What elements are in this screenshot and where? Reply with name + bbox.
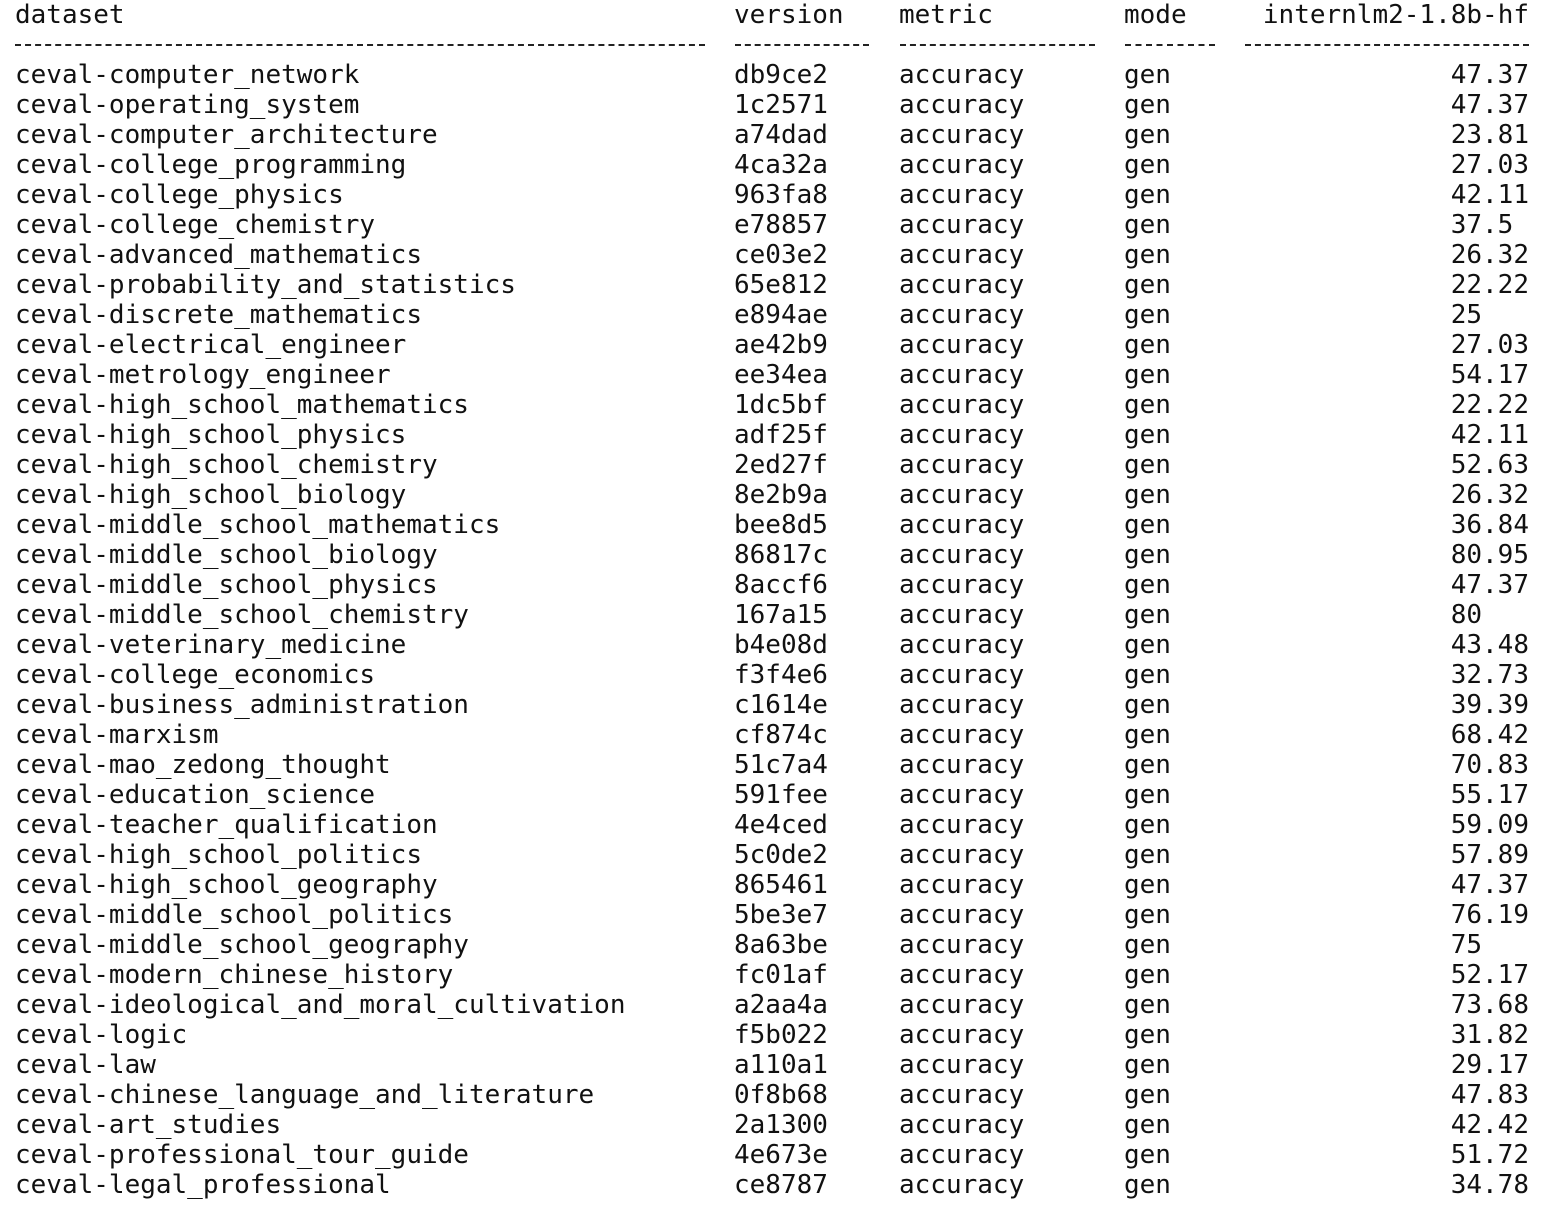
header-dataset: dataset xyxy=(15,0,125,30)
mode-cell: gen xyxy=(1124,990,1171,1020)
version-cell: ae42b9 xyxy=(734,330,828,360)
version-cell: db9ce2 xyxy=(734,60,828,90)
metric-cell: accuracy xyxy=(899,420,1025,450)
score-cell: 57.89 xyxy=(1450,840,1529,870)
version-cell: ee34ea xyxy=(734,360,828,390)
metric-cell: accuracy xyxy=(899,690,1025,720)
version-cell: ce03e2 xyxy=(734,240,828,270)
metric-cell: accuracy xyxy=(899,870,1025,900)
header-model: internlm2-1.8b-hf xyxy=(1262,0,1529,30)
table-row xyxy=(0,1050,1560,1080)
score-cell: 32.73 xyxy=(1450,660,1529,690)
dataset-cell: ceval-electrical_engineer xyxy=(15,330,407,360)
dataset-cell: ceval-middle_school_mathematics xyxy=(15,510,501,540)
version-cell: 167a15 xyxy=(734,600,828,630)
score-cell: 52.17 xyxy=(1450,960,1529,990)
mode-cell: gen xyxy=(1124,630,1171,660)
dataset-cell: ceval-discrete_mathematics xyxy=(15,300,422,330)
score-cell: 47.37 xyxy=(1450,90,1529,120)
score-cell: 55.17 xyxy=(1450,780,1529,810)
mode-cell: gen xyxy=(1124,120,1171,150)
header-separator xyxy=(15,44,705,46)
dataset-cell: ceval-business_administration xyxy=(15,690,469,720)
mode-cell: gen xyxy=(1124,900,1171,930)
table-row xyxy=(0,330,1560,360)
version-cell: a2aa4a xyxy=(734,990,828,1020)
dataset-cell: ceval-marxism xyxy=(15,720,219,750)
dataset-cell: ceval-modern_chinese_history xyxy=(15,960,454,990)
mode-cell: gen xyxy=(1124,420,1171,450)
dataset-cell: ceval-law xyxy=(15,1050,156,1080)
dataset-cell: ceval-college_economics xyxy=(15,660,376,690)
score-cell: 47.37 xyxy=(1450,870,1529,900)
dataset-cell: ceval-middle_school_politics xyxy=(15,900,454,930)
table-row xyxy=(0,240,1560,270)
table-row xyxy=(0,150,1560,180)
version-cell: 4e673e xyxy=(734,1140,828,1170)
version-cell: 1c2571 xyxy=(734,90,828,120)
version-cell: e894ae xyxy=(734,300,828,330)
mode-cell: gen xyxy=(1124,930,1171,960)
metric-cell: accuracy xyxy=(899,1170,1025,1200)
dataset-cell: ceval-probability_and_statistics xyxy=(15,270,516,300)
table-row xyxy=(0,480,1560,510)
table-row xyxy=(0,540,1560,570)
version-cell: 51c7a4 xyxy=(734,750,828,780)
table-row xyxy=(0,270,1560,300)
score-cell: 39.39 xyxy=(1450,690,1529,720)
mode-cell: gen xyxy=(1124,240,1171,270)
mode-cell: gen xyxy=(1124,210,1171,240)
table-row xyxy=(0,990,1560,1020)
mode-cell: gen xyxy=(1124,1080,1171,1110)
metric-cell: accuracy xyxy=(899,270,1025,300)
mode-cell: gen xyxy=(1124,960,1171,990)
score-cell: 80.95 xyxy=(1450,540,1529,570)
dataset-cell: ceval-advanced_mathematics xyxy=(15,240,422,270)
score-cell: 22.22 xyxy=(1450,390,1529,420)
dataset-cell: ceval-education_science xyxy=(15,780,376,810)
metric-cell: accuracy xyxy=(899,150,1025,180)
version-cell: a110a1 xyxy=(734,1050,828,1080)
mode-cell: gen xyxy=(1124,570,1171,600)
score-cell: 59.09 xyxy=(1450,810,1529,840)
version-cell: c1614e xyxy=(734,690,828,720)
metric-cell: accuracy xyxy=(899,990,1025,1020)
score-cell: 29.17 xyxy=(1450,1050,1529,1080)
table-row xyxy=(0,450,1560,480)
metric-cell: accuracy xyxy=(899,900,1025,930)
score-cell: 34.78 xyxy=(1450,1170,1529,1200)
mode-cell: gen xyxy=(1124,840,1171,870)
mode-cell: gen xyxy=(1124,870,1171,900)
table-row xyxy=(0,900,1560,930)
header-mode: mode xyxy=(1124,0,1187,30)
mode-cell: gen xyxy=(1124,270,1171,300)
dataset-cell: ceval-computer_network xyxy=(15,60,360,90)
version-cell: 4ca32a xyxy=(734,150,828,180)
table-row xyxy=(0,360,1560,390)
dataset-cell: ceval-middle_school_biology xyxy=(15,540,438,570)
table-row xyxy=(0,600,1560,630)
metric-cell: accuracy xyxy=(899,600,1025,630)
table-row xyxy=(0,870,1560,900)
mode-cell: gen xyxy=(1124,450,1171,480)
version-cell: f3f4e6 xyxy=(734,660,828,690)
dataset-cell: ceval-middle_school_chemistry xyxy=(15,600,469,630)
mode-cell: gen xyxy=(1124,1140,1171,1170)
version-cell: 865461 xyxy=(734,870,828,900)
metric-cell: accuracy xyxy=(899,780,1025,810)
score-cell: 70.83 xyxy=(1450,750,1529,780)
metric-cell: accuracy xyxy=(899,1050,1025,1080)
version-cell: 591fee xyxy=(734,780,828,810)
score-cell: 37.5 xyxy=(1450,210,1529,240)
score-cell: 52.63 xyxy=(1450,450,1529,480)
dataset-cell: ceval-ideological_and_moral_cultivation xyxy=(15,990,626,1020)
mode-cell: gen xyxy=(1124,1050,1171,1080)
header-separator xyxy=(735,44,869,46)
table-row xyxy=(0,960,1560,990)
table-header-row xyxy=(0,0,1560,30)
dataset-cell: ceval-computer_architecture xyxy=(15,120,438,150)
score-cell: 22.22 xyxy=(1450,270,1529,300)
mode-cell: gen xyxy=(1124,1020,1171,1050)
table-row xyxy=(0,1110,1560,1140)
version-cell: f5b022 xyxy=(734,1020,828,1050)
metric-cell: accuracy xyxy=(899,570,1025,600)
table-row xyxy=(0,780,1560,810)
version-cell: cf874c xyxy=(734,720,828,750)
dataset-cell: ceval-legal_professional xyxy=(15,1170,391,1200)
version-cell: ce8787 xyxy=(734,1170,828,1200)
score-cell: 43.48 xyxy=(1450,630,1529,660)
mode-cell: gen xyxy=(1124,510,1171,540)
version-cell: bee8d5 xyxy=(734,510,828,540)
table-row xyxy=(0,660,1560,690)
score-cell: 51.72 xyxy=(1450,1140,1529,1170)
score-cell: 80 xyxy=(1450,600,1529,630)
version-cell: 2a1300 xyxy=(734,1110,828,1140)
table-row xyxy=(0,810,1560,840)
score-cell: 25 xyxy=(1450,300,1529,330)
score-cell: 26.32 xyxy=(1450,480,1529,510)
mode-cell: gen xyxy=(1124,810,1171,840)
table-row xyxy=(0,1140,1560,1170)
metric-cell: accuracy xyxy=(899,960,1025,990)
metric-cell: accuracy xyxy=(899,930,1025,960)
table-row xyxy=(0,180,1560,210)
mode-cell: gen xyxy=(1124,600,1171,630)
metric-cell: accuracy xyxy=(899,630,1025,660)
dataset-cell: ceval-college_programming xyxy=(15,150,407,180)
metric-cell: accuracy xyxy=(899,1080,1025,1110)
mode-cell: gen xyxy=(1124,660,1171,690)
metric-cell: accuracy xyxy=(899,300,1025,330)
dataset-cell: ceval-operating_system xyxy=(15,90,360,120)
metric-cell: accuracy xyxy=(899,810,1025,840)
metric-cell: accuracy xyxy=(899,480,1025,510)
table-row xyxy=(0,300,1560,330)
metric-cell: accuracy xyxy=(899,450,1025,480)
dataset-cell: ceval-teacher_qualification xyxy=(15,810,438,840)
dataset-cell: ceval-high_school_politics xyxy=(15,840,422,870)
mode-cell: gen xyxy=(1124,390,1171,420)
dataset-cell: ceval-middle_school_physics xyxy=(15,570,438,600)
header-separator xyxy=(1245,44,1529,46)
metric-cell: accuracy xyxy=(899,210,1025,240)
score-cell: 36.84 xyxy=(1450,510,1529,540)
table-row xyxy=(0,420,1560,450)
score-cell: 68.42 xyxy=(1450,720,1529,750)
table-row xyxy=(0,1170,1560,1200)
table-row xyxy=(0,1020,1560,1050)
mode-cell: gen xyxy=(1124,150,1171,180)
score-cell: 42.11 xyxy=(1450,180,1529,210)
score-cell: 42.11 xyxy=(1450,420,1529,450)
table-row xyxy=(0,570,1560,600)
mode-cell: gen xyxy=(1124,780,1171,810)
metric-cell: accuracy xyxy=(899,1020,1025,1050)
header-separator xyxy=(1125,44,1215,46)
table-row xyxy=(0,930,1560,960)
table-row xyxy=(0,210,1560,240)
header-metric: metric xyxy=(899,0,993,30)
dataset-cell: ceval-logic xyxy=(15,1020,188,1050)
version-cell: b4e08d xyxy=(734,630,828,660)
metric-cell: accuracy xyxy=(899,120,1025,150)
score-cell: 75 xyxy=(1450,930,1529,960)
table-row xyxy=(0,60,1560,90)
version-cell: 963fa8 xyxy=(734,180,828,210)
version-cell: adf25f xyxy=(734,420,828,450)
dataset-cell: ceval-college_chemistry xyxy=(15,210,376,240)
mode-cell: gen xyxy=(1124,60,1171,90)
version-cell: e78857 xyxy=(734,210,828,240)
table-row xyxy=(0,120,1560,150)
table-row xyxy=(0,750,1560,780)
dataset-cell: ceval-art_studies xyxy=(15,1110,282,1140)
score-cell: 27.03 xyxy=(1450,330,1529,360)
metric-cell: accuracy xyxy=(899,240,1025,270)
version-cell: 0f8b68 xyxy=(734,1080,828,1110)
mode-cell: gen xyxy=(1124,360,1171,390)
score-cell: 42.42 xyxy=(1450,1110,1529,1140)
table-row xyxy=(0,510,1560,540)
mode-cell: gen xyxy=(1124,90,1171,120)
dataset-cell: ceval-high_school_physics xyxy=(15,420,407,450)
dataset-cell: ceval-mao_zedong_thought xyxy=(15,750,391,780)
mode-cell: gen xyxy=(1124,720,1171,750)
mode-cell: gen xyxy=(1124,1110,1171,1140)
dataset-cell: ceval-college_physics xyxy=(15,180,344,210)
mode-cell: gen xyxy=(1124,480,1171,510)
metric-cell: accuracy xyxy=(899,1110,1025,1140)
metric-cell: accuracy xyxy=(899,750,1025,780)
metric-cell: accuracy xyxy=(899,90,1025,120)
mode-cell: gen xyxy=(1124,1170,1171,1200)
metric-cell: accuracy xyxy=(899,1140,1025,1170)
score-cell: 31.82 xyxy=(1450,1020,1529,1050)
metric-cell: accuracy xyxy=(899,390,1025,420)
metric-cell: accuracy xyxy=(899,840,1025,870)
score-cell: 23.81 xyxy=(1450,120,1529,150)
score-cell: 47.37 xyxy=(1450,60,1529,90)
mode-cell: gen xyxy=(1124,330,1171,360)
mode-cell: gen xyxy=(1124,540,1171,570)
score-cell: 76.19 xyxy=(1450,900,1529,930)
version-cell: 5be3e7 xyxy=(734,900,828,930)
dataset-cell: ceval-high_school_geography xyxy=(15,870,438,900)
table-row xyxy=(0,720,1560,750)
mode-cell: gen xyxy=(1124,180,1171,210)
version-cell: 5c0de2 xyxy=(734,840,828,870)
metric-cell: accuracy xyxy=(899,660,1025,690)
metric-cell: accuracy xyxy=(899,330,1025,360)
version-cell: 8accf6 xyxy=(734,570,828,600)
table-row xyxy=(0,690,1560,720)
metric-cell: accuracy xyxy=(899,60,1025,90)
score-cell: 54.17 xyxy=(1450,360,1529,390)
mode-cell: gen xyxy=(1124,690,1171,720)
score-cell: 26.32 xyxy=(1450,240,1529,270)
table-row xyxy=(0,390,1560,420)
table-row xyxy=(0,90,1560,120)
dataset-cell: ceval-veterinary_medicine xyxy=(15,630,407,660)
dataset-cell: ceval-metrology_engineer xyxy=(15,360,391,390)
version-cell: 65e812 xyxy=(734,270,828,300)
table-row xyxy=(0,840,1560,870)
version-cell: 2ed27f xyxy=(734,450,828,480)
header-version: version xyxy=(734,0,844,30)
version-cell: fc01af xyxy=(734,960,828,990)
mode-cell: gen xyxy=(1124,300,1171,330)
dataset-cell: ceval-professional_tour_guide xyxy=(15,1140,469,1170)
metric-cell: accuracy xyxy=(899,180,1025,210)
header-separator xyxy=(900,44,1095,46)
score-cell: 47.37 xyxy=(1450,570,1529,600)
dataset-cell: ceval-middle_school_geography xyxy=(15,930,469,960)
dataset-cell: ceval-high_school_mathematics xyxy=(15,390,469,420)
version-cell: 4e4ced xyxy=(734,810,828,840)
score-cell: 73.68 xyxy=(1450,990,1529,1020)
score-cell: 27.03 xyxy=(1450,150,1529,180)
version-cell: 1dc5bf xyxy=(734,390,828,420)
table-row xyxy=(0,1080,1560,1110)
mode-cell: gen xyxy=(1124,750,1171,780)
dataset-cell: ceval-chinese_language_and_literature xyxy=(15,1080,595,1110)
metric-cell: accuracy xyxy=(899,510,1025,540)
version-cell: 86817c xyxy=(734,540,828,570)
version-cell: 8e2b9a xyxy=(734,480,828,510)
score-cell: 47.83 xyxy=(1450,1080,1529,1110)
metric-cell: accuracy xyxy=(899,720,1025,750)
metric-cell: accuracy xyxy=(899,360,1025,390)
dataset-cell: ceval-high_school_chemistry xyxy=(15,450,438,480)
table-row xyxy=(0,630,1560,660)
dataset-cell: ceval-high_school_biology xyxy=(15,480,407,510)
version-cell: a74dad xyxy=(734,120,828,150)
metric-cell: accuracy xyxy=(899,540,1025,570)
version-cell: 8a63be xyxy=(734,930,828,960)
